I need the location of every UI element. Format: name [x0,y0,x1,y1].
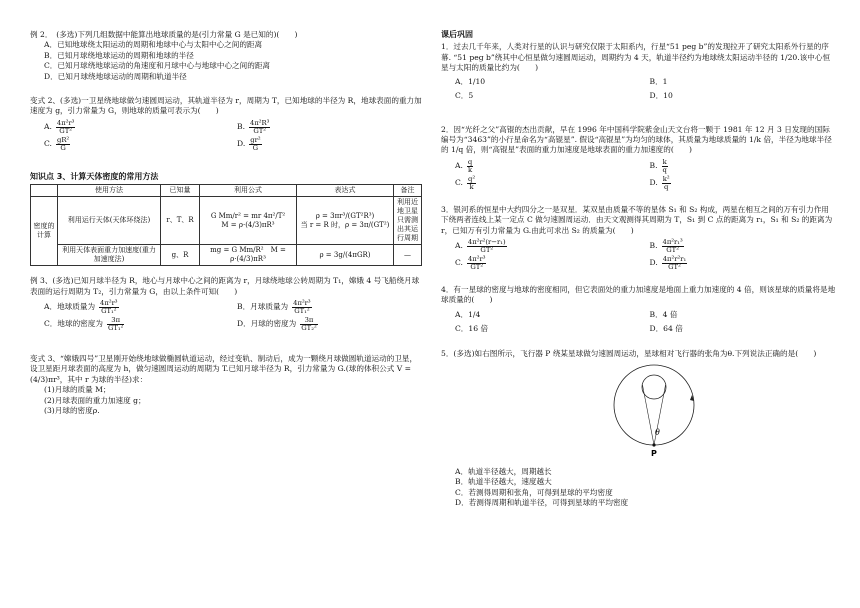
denominator: GT² [59,126,72,135]
question-2-stem: 2．因“光纤之父”高锟的杰出贡献，早在 1996 年中国科学院紫金山天文台将一颗于 1981 年 12 月 3 日发现的国际编号为“3463”的小行星命名为“高锟星”. 假设“高锟星”为均匀的球体，其质量为地球质量的 1/k 倍，半径为地球半径的 1/q 倍，则“高锟星”表面的重力加速度是地球表面的重力加速度的( ) [441,124,832,155]
fraction [56,137,70,152]
denominator: G [252,143,259,152]
variant-2 [30,96,422,152]
fraction [249,137,261,152]
table-header: 备注 [394,185,422,197]
denominator: q [662,165,667,174]
question-3 [441,205,836,271]
question-3-option-b [650,239,837,254]
fraction [467,159,473,174]
denominator: GT₁² [294,307,310,316]
table-cell: 利用近地卫星只需测出其运行周期 [394,197,422,245]
table-header [31,185,58,197]
question-3-options [455,239,836,271]
option-label: D. [237,139,246,149]
example-3-options [44,300,422,332]
table-row [31,197,422,245]
question-4-option-b: B．4 倍 [649,309,678,319]
example-3-stem: 例 3、(多选)已知月球半径为 R，地心与月球中心之间的距离为 r，月球绕地球公转周期为 T₁，嫦娥 4 号飞船绕月球表面的运行周期为 T₂，引力常量为 G，由以上条件可知( ) [30,276,420,296]
fraction [467,256,487,271]
table-header: 使用方法 [58,185,161,197]
denominator: G [60,143,66,152]
variant-2-stem: 变式 2、(多选)一卫星绕地球做匀速圆周运动，其轨道半径为 r，周期为 T，已知地球的半径为 R，地球表面的重力加速度为 g，引力常量为 G，则地球的质量可表示为( ) [30,96,422,116]
formula-line: G Mm/r² = mr 4π²/T² [210,211,286,220]
example-2-option-d: D．已知月球绕地球运动的周期和轨道半径 [44,71,187,81]
table-cell: 利用天体表面重力加速度(重力加速度法) [58,245,161,266]
option-text: A．地球质量为 [44,302,96,312]
variant-3-sub-2: (2)月球表面的重力加速度 g； [44,395,146,405]
question-2 [441,125,836,191]
denominator: GT₁² [101,307,117,316]
orbit-figure [606,363,706,463]
question-2-option-b [650,159,837,174]
question-3-option-c [455,256,642,271]
option-label: A. [455,241,463,251]
knowledge-point-3-title: 知识点 3、计算天体密度的常用方法 [30,171,159,181]
option-label: A. [455,161,463,171]
numerator: k² [662,174,670,183]
variant-2-options [44,120,422,152]
option-label: D. [649,258,658,268]
numerator: 3π [300,317,317,325]
table-cell [200,197,297,245]
option-label: A. [44,122,52,132]
question-1-option-c: C．5 [455,91,474,101]
example-2 [30,30,422,82]
orbit-circle [614,365,694,445]
example-3-option-a [44,300,229,315]
option-label: C. [44,139,52,149]
table-cell: r、T、R [161,197,200,245]
fraction [99,300,119,315]
variant-3 [30,354,422,416]
option-text: C．地球的密度为 [44,319,103,329]
variant-2-option-d [237,137,422,152]
question-2-option-c [455,176,642,191]
question-5-option-b: B．轨道半径越大，速度越大 [455,477,552,487]
density-methods-table [30,184,422,266]
variant-3-sub-3: (3)月球的密度ρ. [44,406,100,416]
option-label: B. [649,161,658,171]
table-cell: g、R [161,245,200,266]
question-2-options [455,159,836,191]
numerator: k [662,157,667,166]
section-header: 课后巩固 [441,30,473,39]
variant-2-option-c [44,137,229,152]
table-header-row [31,185,422,197]
table-header: 表达式 [297,185,394,197]
denominator: GT² [668,263,681,272]
p-label: P [651,449,657,459]
option-label: C. [455,178,463,188]
denominator: q [663,182,669,191]
question-5-option-c: C．若测得周期和张角，可得到星球的平均密度 [455,487,613,497]
planet-circle [642,375,666,399]
fraction [662,159,668,174]
table-header: 利用公式 [200,185,297,197]
example-2-option-c: C．已知月球绕地球运动的角速度和月球中心与地球中心之间的距离 [44,61,271,71]
option-label: B. [237,122,245,132]
example-3 [30,276,422,332]
fraction [662,256,687,271]
option-label: D. [649,178,658,188]
spacecraft-dot [652,444,655,447]
table-cell: — [394,245,422,266]
question-1 [441,42,836,102]
question-5-stem: 5．(多选)如右图所示，飞行器 P 绕某星球做匀速圆周运动，星球相对飞行器的张角为θ.下列说法正确的是( ) [441,348,817,358]
question-4-stem: 4．有一星球的密度与地球的密度相同，但它表面处的重力加速度是地面上重力加速度的 4 倍，则该星球的质量将是地球质量的( ) [441,285,836,305]
question-5-option-d: D．若测得周期和轨道半径，可得到星球的平均密度 [455,497,629,507]
example-2-option-a: A．已知地球绕太阳运动的周期和地球中心与太阳中心之间的距离 [44,40,263,50]
numerator: gR² [56,135,70,144]
question-4-option-d: D．64 倍 [649,323,683,333]
question-2-option-a [455,159,642,174]
left-column [30,30,422,421]
variant-3-sub-1: (1)月球的质量 M； [44,385,111,395]
option-label: C. [455,258,463,268]
table-row [31,245,422,266]
variant-3-stem: 变式 3、“嫦娥四号”卫星刚开始绕地球做椭圆轨道运动，经过变轨、制动后，成为一颗绕月球做圆轨道运动的卫星，设卫星距月球表面的高度为 h，做匀速圆周运动的周期为 T.已知月球半径为 R，引力常量为 G.(球的体积公式 V = (4/3)πr³，其中 r 为球的半径)求： [30,354,418,384]
right-column [441,30,836,512]
fraction [662,176,671,191]
question-1-option-b: B．1 [649,77,668,87]
fraction [467,176,476,191]
question-3-stem: 3．银河系的恒星中大约四分之一是双星．某双星由质量不等的星体 S₁ 和 S₂ 构成，两星在相互之间的万有引力作用下绕两者连线上某一定点 C 做匀速圆周运动．由天文观测得其周期为 T，S₁ 到 C 点的距离为 r₁，S₁ 和 S₂ 的距离为 r，已知万有引力常量为 G.由此可求出 S₂ 的质量为( ) [441,204,833,235]
numerator: 4π²r₁³ [662,238,683,247]
example-3-option-b [237,300,422,315]
question-3-option-d [650,256,837,271]
fraction [56,120,76,135]
denominator: GT² [480,246,494,255]
question-4-option-a: A．1/4 [455,309,481,319]
fraction [300,317,317,332]
table-row-head: 密度的计算 [31,197,58,266]
formula-line: M = ρ·(4/3)πR³ [221,220,275,229]
table-header: 已知量 [161,185,200,197]
example-3-option-d [237,317,422,332]
example-2-option-b: B．已知月球绕地球运动的周期和地球的半径 [44,50,194,60]
theta-label: θ [655,428,660,438]
numerator: 4π²R³ [250,118,270,127]
table-cell: mg = G Mm/R² M = ρ·(4/3)πR³ [200,245,297,266]
numerator: 4π²r³ [293,299,311,308]
fraction [467,239,507,254]
denominator: GT² [253,126,267,135]
question-4-options [455,309,836,335]
numerator: 4π²r²(r−r₁) [467,238,506,247]
option-label: B. [649,241,658,251]
tangent-line-left [643,385,655,445]
denominator: GT² [470,263,484,272]
question-1-option-d: D．10 [649,91,673,101]
numerator: q [467,157,473,166]
variant-2-option-a [44,120,229,135]
option-text: D．月球的密度为 [237,319,297,329]
denominator: k [469,182,474,191]
denominator: GT₂² [301,324,317,333]
fraction [249,120,270,135]
question-1-stem: 1．过去几千年来，人类对行星的认识与研究仅限于太阳系内，行星“51 peg b”的发现拉开了研究太阳系外行星的序幕. “51 peg b”绕其中心恒星做匀速圆周运动，周期约为 4 天，轨道半径约为地球绕太阳运动半径的 1/20.该中心恒星与太阳的质量比约为( ) [441,42,831,73]
denominator: GT² [666,246,679,255]
expression-line: ρ = 3πr³/(GT²R³) [315,211,375,220]
numerator: 3π [107,317,124,325]
numerator: 4π²r³ [56,118,75,127]
question-2-option-d [650,176,837,191]
expression-line: 当 r = R 时，ρ = 3π/(GT²) [300,220,390,229]
numerator: gr² [250,135,261,144]
fraction [662,239,684,254]
numerator: 4π²r²r₁ [662,255,687,264]
example-2-stem: 例 2． (多选)下列几组数据中能算出地球质量的是(引力常量 G 是已知的)( ) [30,30,298,39]
table-cell [297,197,394,245]
variant-2-option-b [237,120,422,135]
numerator: q² [467,174,476,183]
numerator: 4π²r³ [100,299,118,308]
example-3-option-c [44,317,229,332]
denominator: k [468,165,473,174]
question-5-option-a: A．轨道半径越大，周期越长 [455,466,552,476]
option-text: B．月球质量为 [237,302,289,312]
table-cell: 利用运行天体(天体环绕法) [58,197,161,245]
table-cell: ρ = 3g/(4πGR) [297,245,394,266]
question-3-option-a [455,239,642,254]
denominator: GT₁² [107,324,124,333]
question-4 [441,285,836,335]
question-5 [441,349,836,508]
question-1-options [455,77,836,103]
question-4-option-c: C．16 倍 [455,323,489,333]
fraction [292,300,312,315]
fraction [107,317,124,332]
numerator: 4π²r³ [467,255,486,264]
question-1-option-a: A．1/10 [455,77,486,87]
